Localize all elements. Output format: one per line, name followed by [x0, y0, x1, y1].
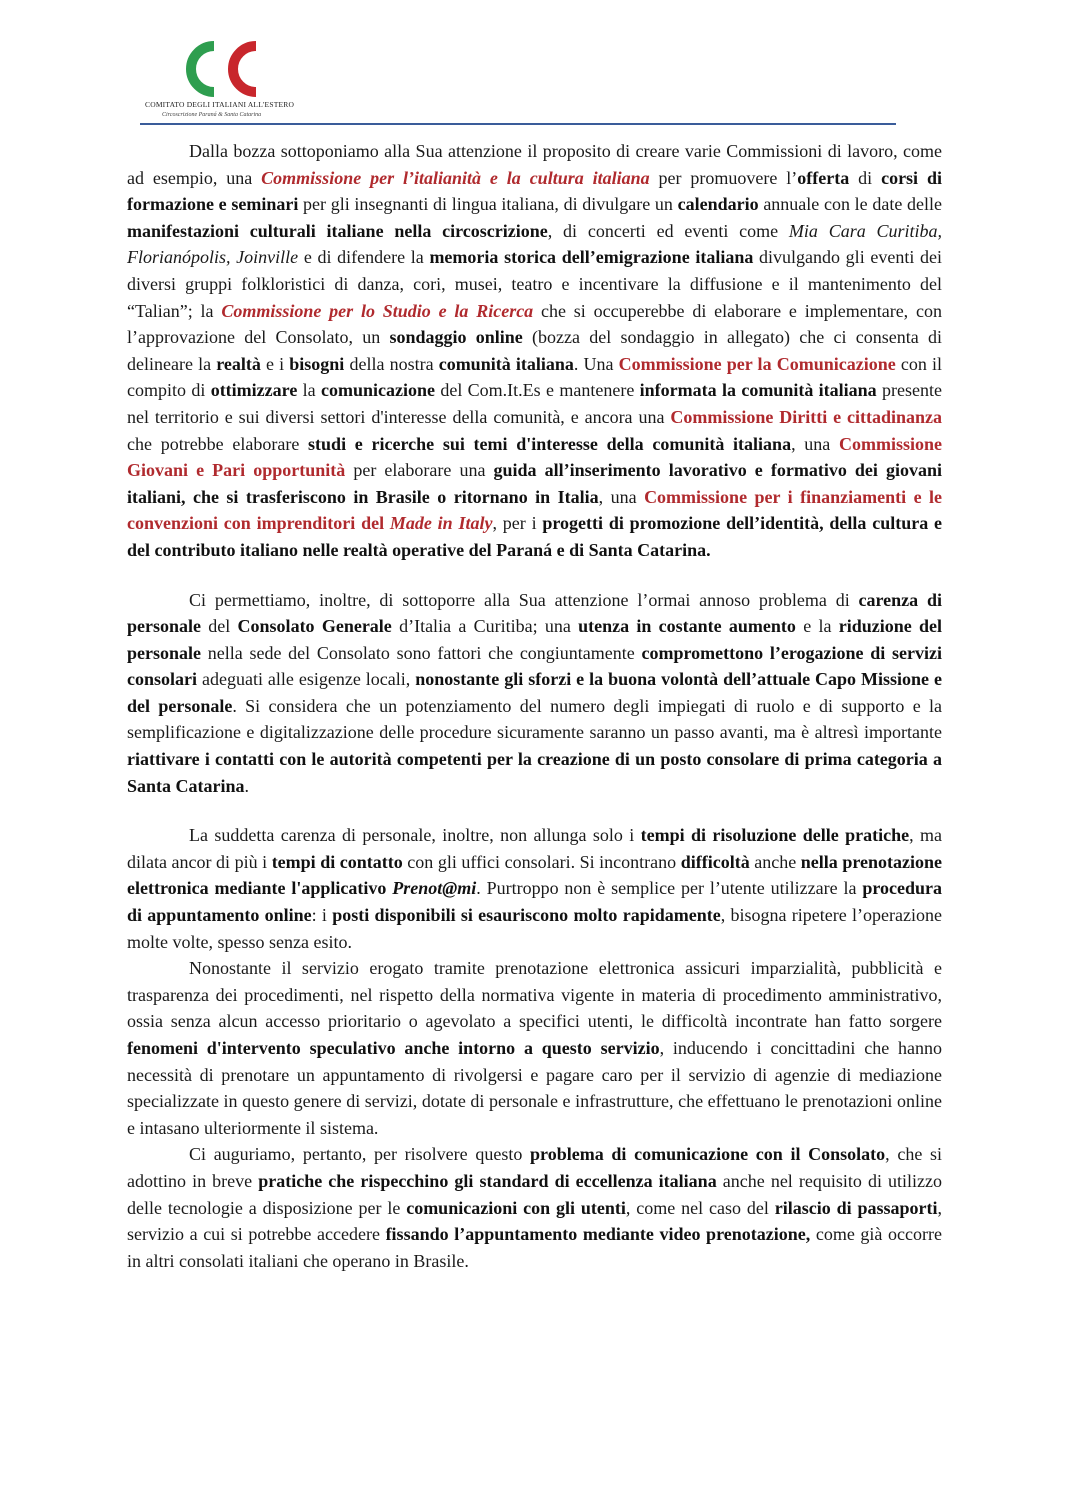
comites-logo-icon	[170, 38, 270, 100]
header-divider	[140, 123, 896, 125]
paragraph-carenza-personale: Ci permettiamo, inoltre, di sottoporre alla Sua attenzione l’ormai annoso problema di carenza di personale del Consolato Generale d’Italia a Curitiba; una utenza in costante aumento e la riduzione del personale nella sede del Consolato sono fattori che congiuntamente compromettono l’erogazione di servizi consolari adeguati alle esigenze locali, nonostante gli sforzi e la buona volontà dell’attuale Capo Missione e del personale. Si considera che un potenziamento del numero degli impiegati di ruolo e di supporto e la semplificazione e digitalizzazione delle procedure sicuramente saranno un passo avanti, ma è altresì importante riattivare i contatti con le autorità competenti per la creazione di un posto consolare di prima categoria a Santa Catarina.	[127, 589, 943, 796]
letter-body	[127, 138, 942, 1274]
org-subtitle: Circoscrizione Paraná & Santa Catarina	[162, 112, 262, 118]
letterhead	[140, 32, 900, 127]
paragraph-prenotazione: La suddetta carenza di personale, inoltre, non allunga solo i tempi di risoluzione delle pratiche, ma dilata ancor di più i tempi di contatto con gli uffici consolari. Si incontrano difficoltà anche nella prenotazione elettronica mediante l'applicativo Prenot@mi. Purtroppo non è semplice per l’utente utilizzare la procedura di appuntamento online: i posti disponibili si esauriscono molto rapidamente, bisogna ripetere l’operazione molte volte, spesso senza esito.	[127, 825, 942, 952]
paragraph-commissioni: Dalla bozza sottoponiamo alla Sua attenzione il proposito di creare varie Commissioni di lavoro, come ad esempio, una Commissione per l’italianità e la cultura italiana per promuovere l’offerta di corsi di formazione e seminari per gli insegnanti di lingua italiana, di divulgare un calendario annuale con le date delle manifestazioni culturali italiane nella circoscrizione, di concerti ed eventi come Mia Cara Curitiba, Florianópolis, Joinville e di difendere la memoria storica dell’emigrazione italiana divulgando gli eventi dei diversi gruppi folkloristici di danza, cori, musei, teatro e incentivare la diffusione e il mantenimento del “Talian”; la Commissione per lo Studio e la Ricerca che si occuperebbe di elaborare e implementare, con l’approvazione del Consolato, un sondaggio online (bozza del sondaggio in allegato) che ci consenta di delineare la realtà e i bisogni della nostra comunità italiana. Una Commissione per la Comunicazione con il compito di ottimizzare la comunicazione del Com.It.Es e mantenere informata la comunità italiana presente nel territorio e sui diversi settori d'interesse della comunità, e ancora una Commissione Diritti e cittadinanza che potrebbe elaborare studi e ricerche sui temi d'interesse della comunità italiana, una Commissione Giovani e Pari opportunità per elaborare una guida all’inserimento lavorativo e formativo dei giovani italiani, che si trasferiscono in Brasile o ritornano in Italia, una Commissione per i finanziamenti e le convenzioni con imprenditori del Made in Italy, per i progetti di promozione dell’identità, della cultura e del contributo italiano nelle realtà operative del Paraná e di Santa Catarina.	[127, 141, 943, 560]
org-name: COMITATO DEGLI ITALIANI ALL'ESTERO	[145, 100, 295, 109]
paragraph-speculazione: Nonostante il servizio erogato tramite prenotazione elettronica assicuri imparzialità, pubblicità e trasparenza dei procedimenti, nel rispetto della normativa vigente in materia di procedimento amministrativo, ossia senza alcun accesso prioritario o agevolato a specifici utenti, le difficoltà incontrate han fatto sorgere fenomeni d'intervento speculativo anche intorno a questo servizio, inducendo i concittadini che hanno necessità di prenotare un appuntamento di rivolgersi e pagare caro per il servizio di agenzie di mediazione specializzate in questo genere di servizi, dotate di personale e infrastrutture, che effettuano le prenotazioni online e intasano ulteriormente il sistema.	[127, 958, 942, 1138]
paragraph-conclusione: Ci auguriamo, pertanto, per risolvere questo problema di comunicazione con il Consolato, che si adottino in breve pratiche che rispecchino gli standard di eccellenza italiana anche nel requisito di utilizzo delle tecnologie a disposizione per le comunicazioni con gli utenti, come nel caso del rilascio di passaporti, servizio a cui si potrebbe accedere fissando l’appuntamento mediante video prenotazione, come già occorre in altri consolati italiani che operano in Brasile.	[127, 1144, 943, 1271]
